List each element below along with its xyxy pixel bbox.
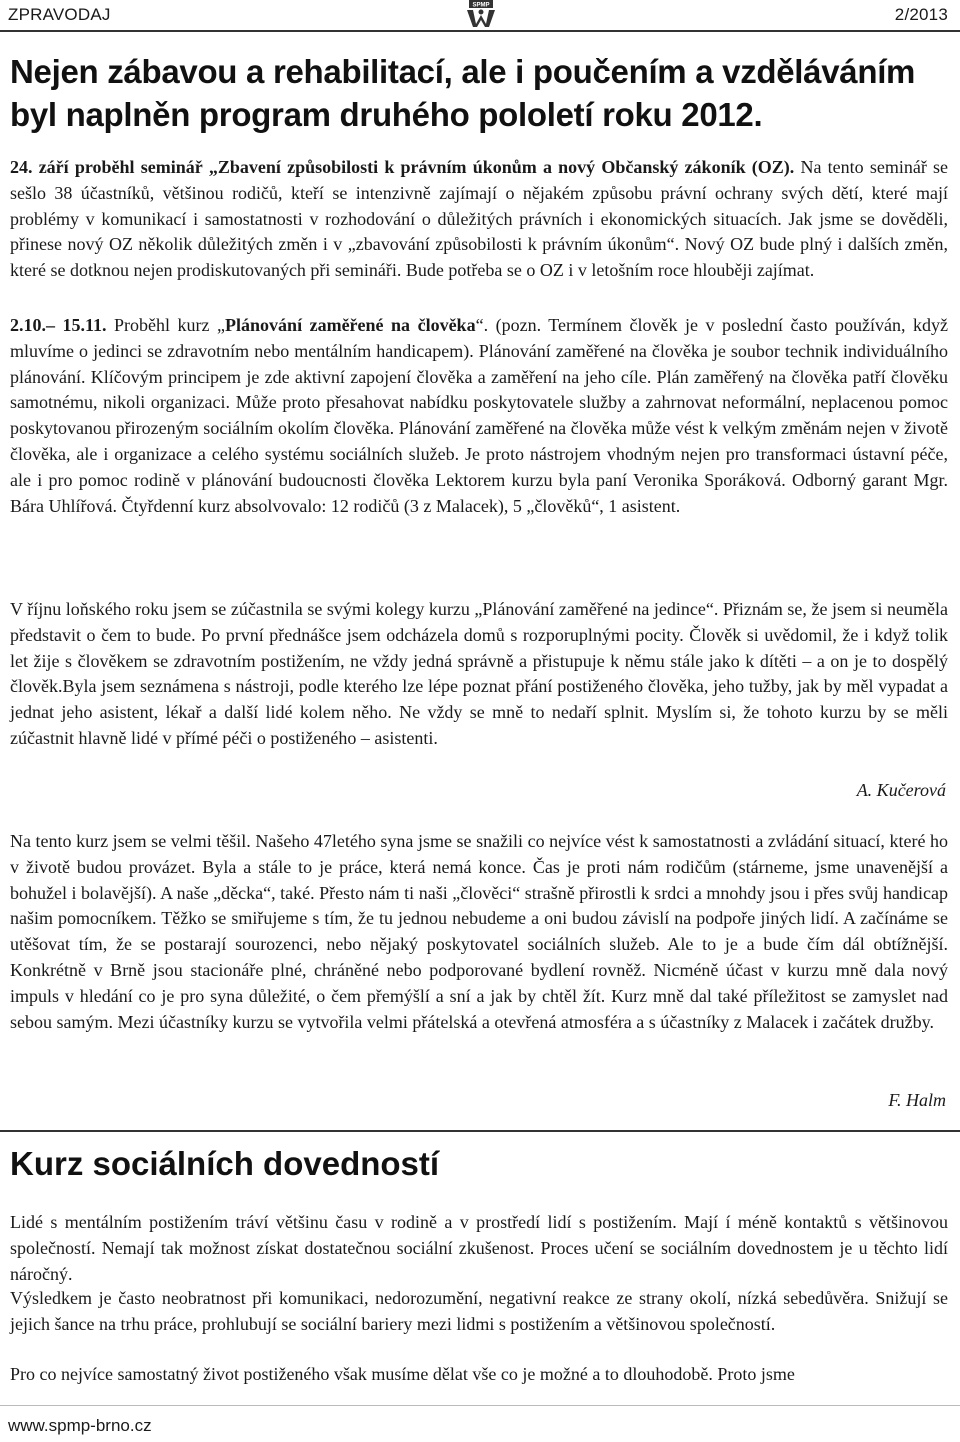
publication-name: ZPRAVODAJ: [8, 5, 111, 24]
course-intro: Proběhl kurz „: [106, 315, 226, 335]
course-name: Plánování zaměřené na člověka: [225, 315, 476, 335]
seminar-date: 24. září: [10, 157, 69, 177]
seminar-title: proběhl seminář „Zbavení způsobilosti k právním úkonům a nový Občanský zákoník (OZ).: [68, 157, 795, 177]
footer-url[interactable]: www.spmp-brno.cz: [8, 1416, 152, 1435]
section-title: Kurz sociálních dovedností: [10, 1145, 440, 1182]
signature-halm: F. Halm: [888, 1090, 946, 1110]
course-text: “. (pozn. Termínem člověk je v poslední často používán, když mluvíme o jedinci se zdravotním nebo mentálním handicapem). Plánování zaměřené na člověka je soubor technik individuálního plánování. Klíčovým principem je zde aktivní zapojení člověka a zaměření na jeho cíle. Plán zaměřený na člověka patří člověku samotnému, nikoli organizaci. Může proto přesahovat nabídku poskytovatele služby a zahrnovat neformální, neplacenou pomoc poskytovanou přirozeným sociálním okolím člověka. Plánování zaměřené na člověka může vést k velkým změnám nejen v životě člověka, ale i organizace a celého systému sociálních služeb. Je proto nástrojem vhodným nejen pro transformaci ústavní péče, ale i pro pomoc rodině v plánování budoucnosti člověka Lektorem kurzu byla paní Veronika Sporáková. Odborný garant Mgr. Bára Uhlířová. Čtyřdenní kurz absolvovalo: 12 rodičů (3 z Malacek), 5 „člověků“, 1 asistent.: [10, 315, 948, 516]
article-title: Nejen zábavou a rehabilitací, ale i poučením a vzděláváním byl naplněn program druhého pololetí roku 2012.: [10, 53, 916, 133]
signature-kucerova: A. Kučerová: [856, 780, 946, 800]
spmp-logo-icon: [463, 0, 499, 28]
section-paragraph-1: Lidé s mentálním postižením tráví většinu času v rodině a v prostředí lidí s postižením. Mají í méně kontaktů s většinovou společností. Nemají tak možnost získat dostatečnou sociální zkušenost. Proces učení se sociálním dovednostem je u těchto lidí náročný.: [10, 1212, 948, 1284]
section-divider: [0, 1130, 960, 1132]
issue-number: 2/2013: [894, 5, 948, 24]
header-divider: [0, 30, 960, 32]
footer-divider: [0, 1405, 960, 1406]
article-paragraph-1: [10, 155, 948, 284]
article-paragraph-2: [10, 313, 948, 519]
testimonial-halm: Na tento kurz jsem se velmi těšil. Našeho 47letého syna jsme se snažili co nejvíce vést k samostatnosti a zvládání situací, které ho v životě budou provázet. Byla a stále to je práce, která nemá konce. Čas je proti nám rodičům (stárneme, jsme unavenější a bohužel i bolavější). A naše „děcka“, také. Přesto nám ti naši „člověci“ strašně přirostli k srdci a mnohdy jsou i přes svůj handicap našim pomocníkem. Těžko se smiřujeme s tím, že tu jednou nebudeme a oni budou závislí na podpoře jiných lidí. A začínáme se utěšovat tím, že se postarají sourozenci, nebo nějaký poskytovatel sociálních služeb. Ale to je a bude čím dál obtížnější. Konkrétně v Brně jsou stacionáře plné, chráněné nebo podporované bydlení rovněž. Nicméně účast v kurzu mně dala nový impuls v hledání co je pro syna důležité, o čem přemýšlí a sní a jak by chtěl žít. Kurz mně dal také příležitost se zamyslet nad sebou samým. Mezi účastníky kurzu se vytvořila velmi přátelská a otevřená atmosféra a s účastníky z Malacek i začátek družby.: [10, 831, 948, 1032]
course-dates: 2.10.– 15.11.: [10, 315, 107, 335]
seminar-text: Na tento seminář se sešlo 38 účastníků, většinou rodičů, kteří se intenzivně zajímají o nějakém způsobu právní ochrany svých dětí, které mají problémy v komunikací i samostatnosti v rozhodování o důležitých právních i ekonomických situacích. Jak jsme se dověděli, přinese nový OZ několik důležitých změn i v „zbavování způsobilosti k právním úkonům“. Nový OZ bude plný i dalších změn, které se dotknou nejen prodiskutovaných při semináři. Bude potřeba se o OZ i v letošním roce hlouběji zajímat.: [10, 157, 948, 281]
section-paragraph-3: Pro co nejvíce samostatný život postiženého však musíme dělat vše co je možné a to dlouhodobě. Proto jsme: [10, 1364, 795, 1384]
testimonial-kucerova: V říjnu loňského roku jsem se zúčastnila se svými kolegy kurzu „Plánování zaměřené na jedince“. Přiznám se, že jsem si neuměla představit o čem to bude. Po první přednášce jsem odcházela domů s rozporuplnými pocity. Člověk si uvědomil, že i když tolik let žije s člověkem se zdravotním postižením, ne vždy jedná správně a přistupuje k němu stále jako k dítěti – a on je to dospělý člověk.Byla jsem seznámena s nástroji, podle kterého lze lépe poznat přání postiženého člověka, jeho tužby, jak by měl vypadat a jednat jeho asistent, lékař a další lidé kolem něho. Ne vždy se mně to nedaří splnit. Myslím si, že tohoto kurzu by se měli zúčastnit hlavně lidé v přímé péči o postiženého – asistenti.: [10, 599, 948, 748]
svg-text:SPMP: SPMP: [472, 2, 490, 9]
page-header: [0, 0, 960, 30]
section-paragraph-2: Výsledkem je často neobratnost při komunikaci, nedorozumění, negativní reakce ze strany okolí, nízká sebedůvěra. Snižují se jejich šance na trhu práce, prohlubují se sociální bariery mezi lidmi s postižením a většinovou společností.: [10, 1288, 948, 1334]
